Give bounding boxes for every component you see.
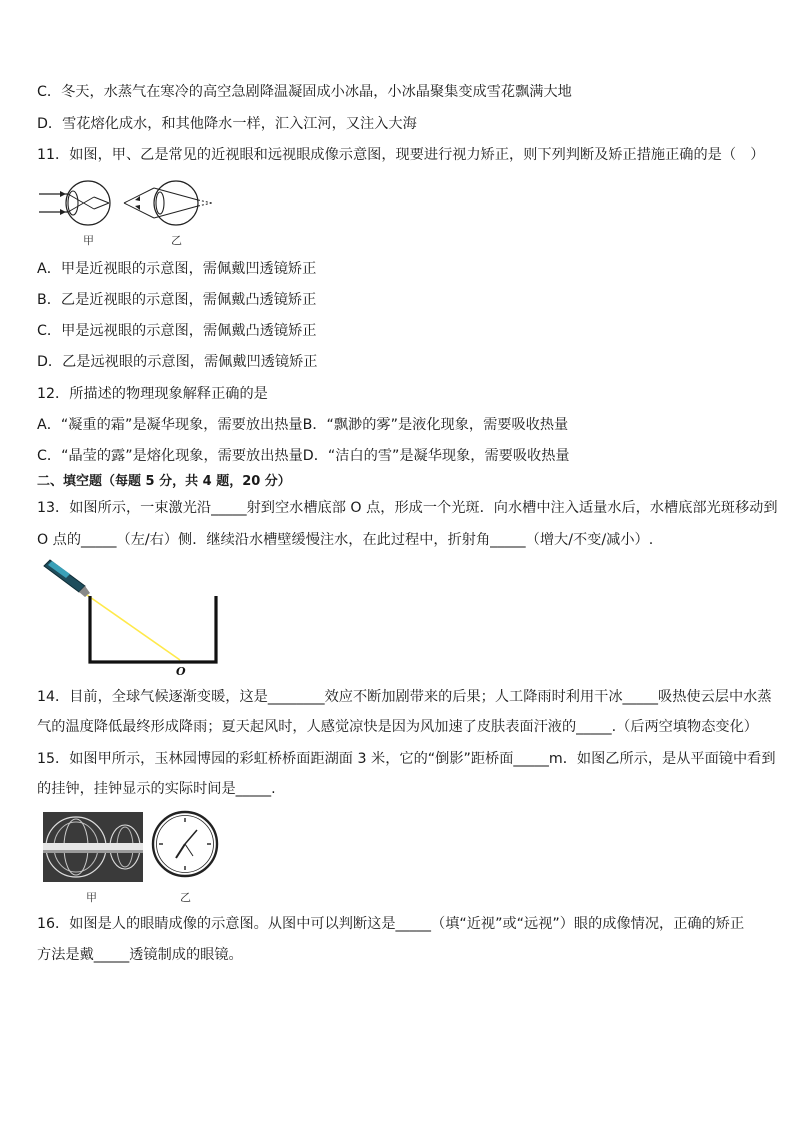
question-15-line2: 的挂钟，挂钟显示的实际时间是_____.	[37, 781, 276, 797]
question-16-line1: 16．如图是人的眼睛成像的示意图。从图中可以判断这是_____（填“近视”或“远视”）眼的成像情况，正确的矫正	[37, 916, 745, 932]
bridge-clock-figure	[40, 808, 222, 906]
q11-option-c: C．甲是远视眼的示意图，需佩戴凸透镜矫正	[37, 323, 317, 339]
option-c-winter: C．冬天，水蒸气在寒冷的高空急剧降温凝固成小冰晶，小冰晶聚集变成雪花飘满大地	[37, 84, 572, 100]
water-tank	[90, 596, 216, 662]
option-d-snow: D．雪花熔化成水，和其他降水一样，汇入江河，又注入大海	[37, 116, 417, 132]
point-o-label: O	[176, 665, 186, 678]
laser-pointer	[44, 560, 90, 597]
fig11-label-jia: 甲	[83, 234, 94, 247]
question-13-line1: 13．如图所示，一束激光沿_____射到空水槽底部 O 点，形成一个光斑．向水槽中注入适量水后，水槽底部光斑移动到	[37, 500, 778, 516]
section-fill-blank-heading: 二、填空题（每题 5 分，共 4 题，20 分）	[37, 474, 291, 489]
fig15-label-yi: 乙	[180, 891, 191, 904]
q11-option-d: D．乙是远视眼的示意图，需佩戴凹透镜矫正	[37, 354, 318, 370]
mirror-clock	[153, 812, 217, 904]
question-16-line2: 方法是戴_____透镜制成的眼镜。	[37, 947, 243, 963]
q11-option-a: A．甲是近视眼的示意图，需佩戴凹透镜矫正	[37, 261, 317, 277]
question-12: 12．所描述的物理现象解释正确的是	[37, 386, 268, 402]
laser-tank-figure	[40, 556, 240, 678]
q11-option-b: B．乙是近视眼的示意图，需佩戴凸透镜矫正	[37, 292, 317, 308]
question-15-line1: 15．如图甲所示，玉林园博园的彩虹桥桥面距湖面 3 米，它的“倒影”距桥面_____m．如图乙所示，是从平面镜中看到	[37, 751, 776, 767]
laser-beam	[87, 595, 180, 660]
q12-options-cd: C．“晶莹的露”是熔化现象，需要放出热量D．“洁白的雪”是凝华现象，需要吸收热量	[37, 448, 570, 464]
fig15-label-jia: 甲	[86, 891, 97, 904]
rainbow-bridge-photo	[43, 812, 143, 904]
eye-diagram-jia	[39, 181, 110, 247]
question-13-line2: O 点的_____（左/右）侧．继续沿水槽壁缓慢注水，在此过程中，折射角_____（增大/不变/减小）.	[37, 532, 654, 548]
eye-diagram-figure	[36, 176, 226, 248]
question-11: 11．如图，甲、乙是常见的近视眼和远视眼成像示意图，现要进行视力矫正，则下列判断及矫正措施正确的是（ ）	[37, 147, 765, 163]
fig11-label-yi: 乙	[171, 234, 182, 247]
question-14-line2: 气的温度降低最终形成降雨；夏天起风时，人感觉凉快是因为风加速了皮肤表面汗液的_____.（后两空填物态变化）	[37, 719, 758, 735]
question-14-line1: 14．目前，全球气候逐渐变暖，这是________效应不断加剧带来的后果；人工降雨时利用干冰_____吸热使云层中水蒸	[37, 689, 772, 705]
q12-options-ab: A．“凝重的霜”是凝华现象，需要放出热量B．“飘渺的雾”是液化现象，需要吸收热量	[37, 417, 569, 433]
eye-diagram-yi	[124, 181, 212, 247]
